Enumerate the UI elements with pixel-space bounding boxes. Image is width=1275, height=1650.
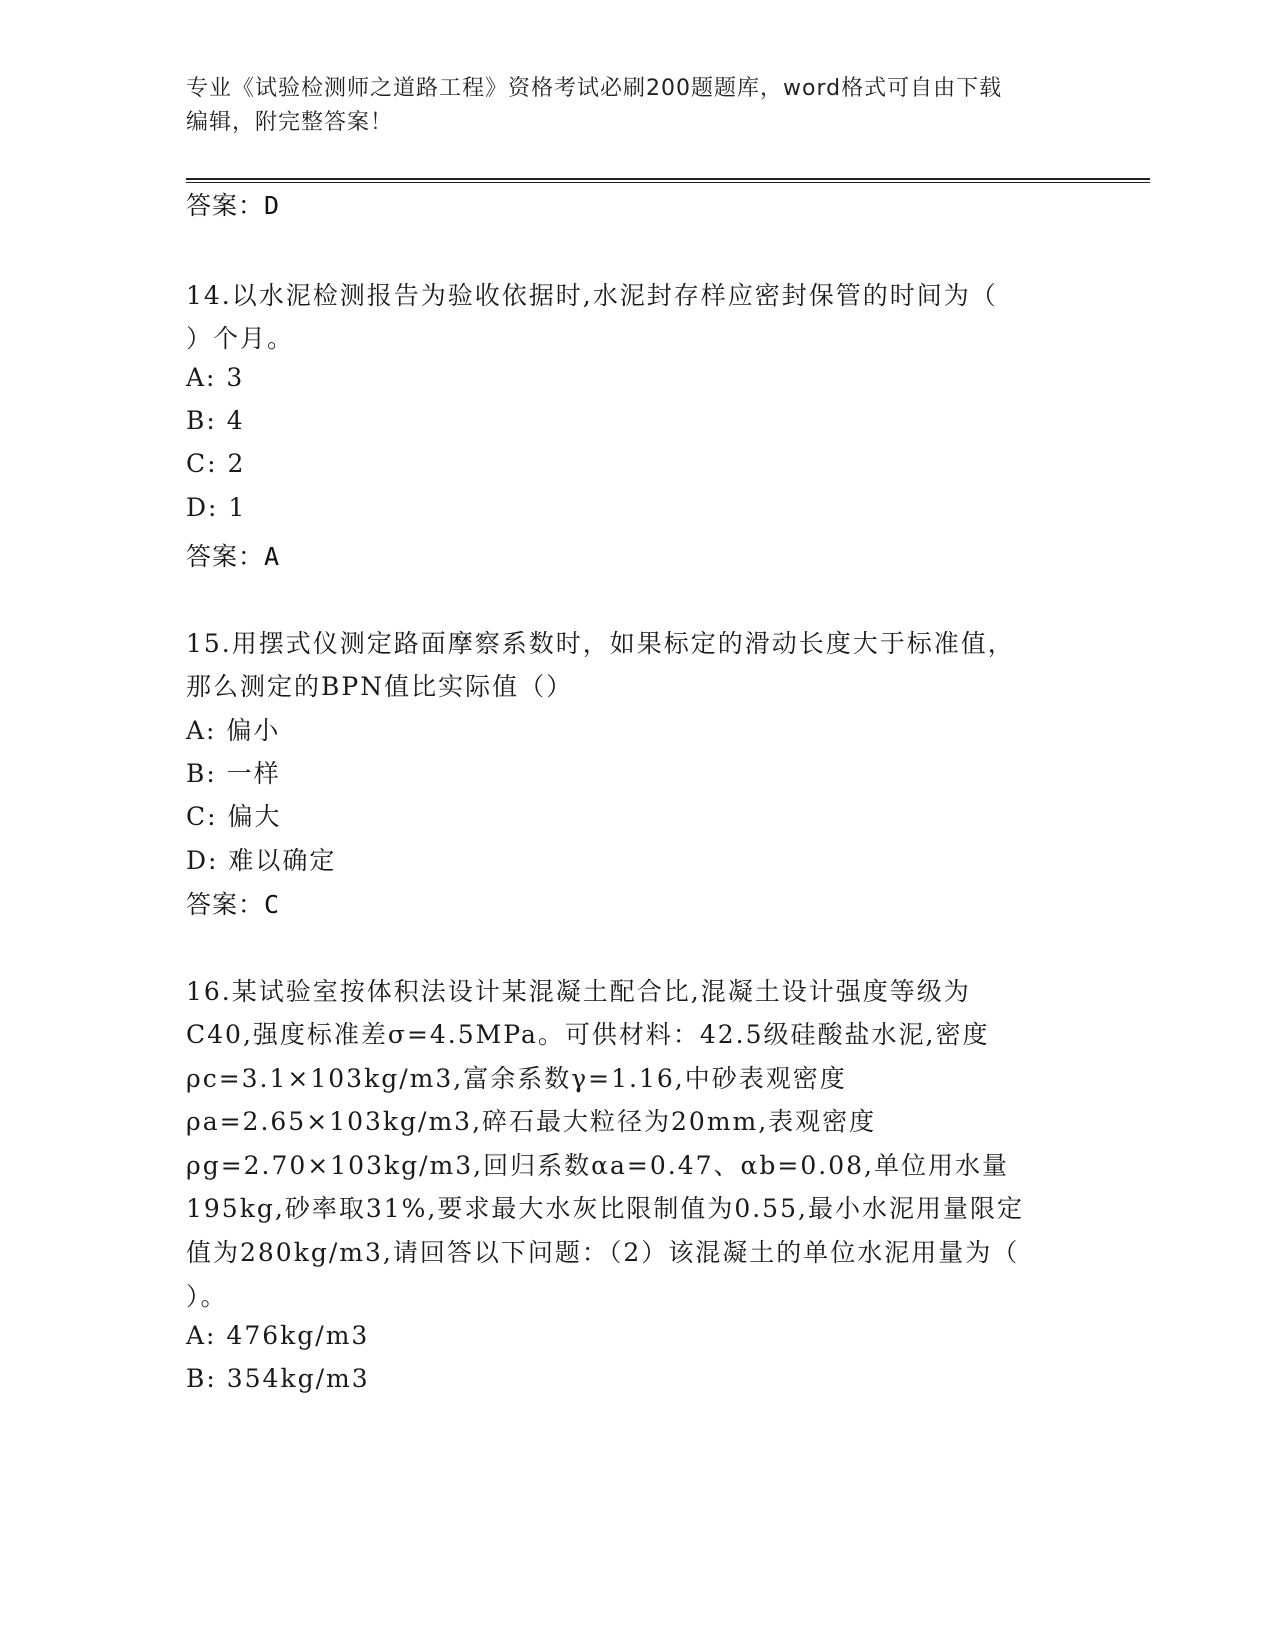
q14-option-c: C: 2: [186, 449, 246, 478]
q16-option-b: B: 354kg/m3: [186, 1364, 370, 1393]
answer-label: 答案：: [186, 890, 265, 919]
answer-value: D: [264, 191, 281, 220]
q16-text-line-7: 值为280kg/m3,请回答以下问题：（2）该混凝土的单位水泥用量为（: [186, 1238, 1020, 1267]
q14-answer: [186, 537, 280, 573]
header-divider-thin: [186, 182, 1150, 183]
q15-option-a: A: 偏小: [186, 716, 281, 745]
q16-text-line-5: ρg=2.70×103kg/m3,回归系数αa=0.47、αb=0.08,单位用水量: [186, 1151, 1009, 1180]
q15-text-line-2: 那么测定的BPN值比实际值（）: [186, 672, 574, 701]
q16-text-line-3: ρc=3.1×103kg/m3,富余系数γ=1.16,中砂表观密度: [186, 1064, 847, 1093]
answer-prev: [186, 186, 280, 222]
q15-text-line-1: 15.用摆式仪测定路面摩察系数时，如果标定的滑动长度大于标准值，: [186, 629, 1015, 658]
answer-value: A: [264, 542, 281, 571]
q15-answer: [186, 885, 280, 921]
header-divider: [186, 178, 1150, 180]
q14-text-line-1: 14.以水泥检测报告为验收依据时,水泥封存样应密封保管的时间为（: [186, 281, 998, 310]
page-header: [186, 72, 1086, 140]
header-line-2: 编辑，附完整答案！: [186, 110, 394, 135]
header-line-1: 专业《试验检测师之道路工程》资格考试必刷200题题库，word格式可自由下载: [186, 76, 1003, 101]
answer-value: C: [264, 890, 281, 919]
q15-option-b: B: 一样: [186, 759, 281, 788]
q16-option-a: A: 476kg/m3: [186, 1321, 370, 1350]
answer-label: 答案：: [186, 191, 265, 220]
q16-text-line-8: ）。: [186, 1282, 228, 1311]
q16-text-line-1: 16.某试验室按体积法设计某混凝土配合比,混凝土设计强度等级为: [186, 977, 971, 1006]
q15-option-d: D: 难以确定: [186, 846, 337, 875]
q14-option-d: D: 1: [186, 493, 247, 522]
q14-option-a: A: 3: [186, 363, 245, 392]
q14-text-line-2: ）个月。: [186, 324, 295, 353]
q15-option-c: C: 偏大: [186, 802, 282, 831]
q16-text-line-6: 195kg,砂率取31%,要求最大水灰比限制值为0.55,最小水泥用量限定: [186, 1194, 1024, 1223]
q16-text-line-4: ρa=2.65×103kg/m3,碎石最大粒径为20mm,表观密度: [186, 1107, 877, 1136]
q14-option-b: B: 4: [186, 406, 245, 435]
answer-label: 答案：: [186, 542, 265, 571]
q16-text-line-2: C40,强度标准差σ=4.5MPa。可供材料：42.5级硅酸盐水泥,密度: [186, 1020, 990, 1049]
